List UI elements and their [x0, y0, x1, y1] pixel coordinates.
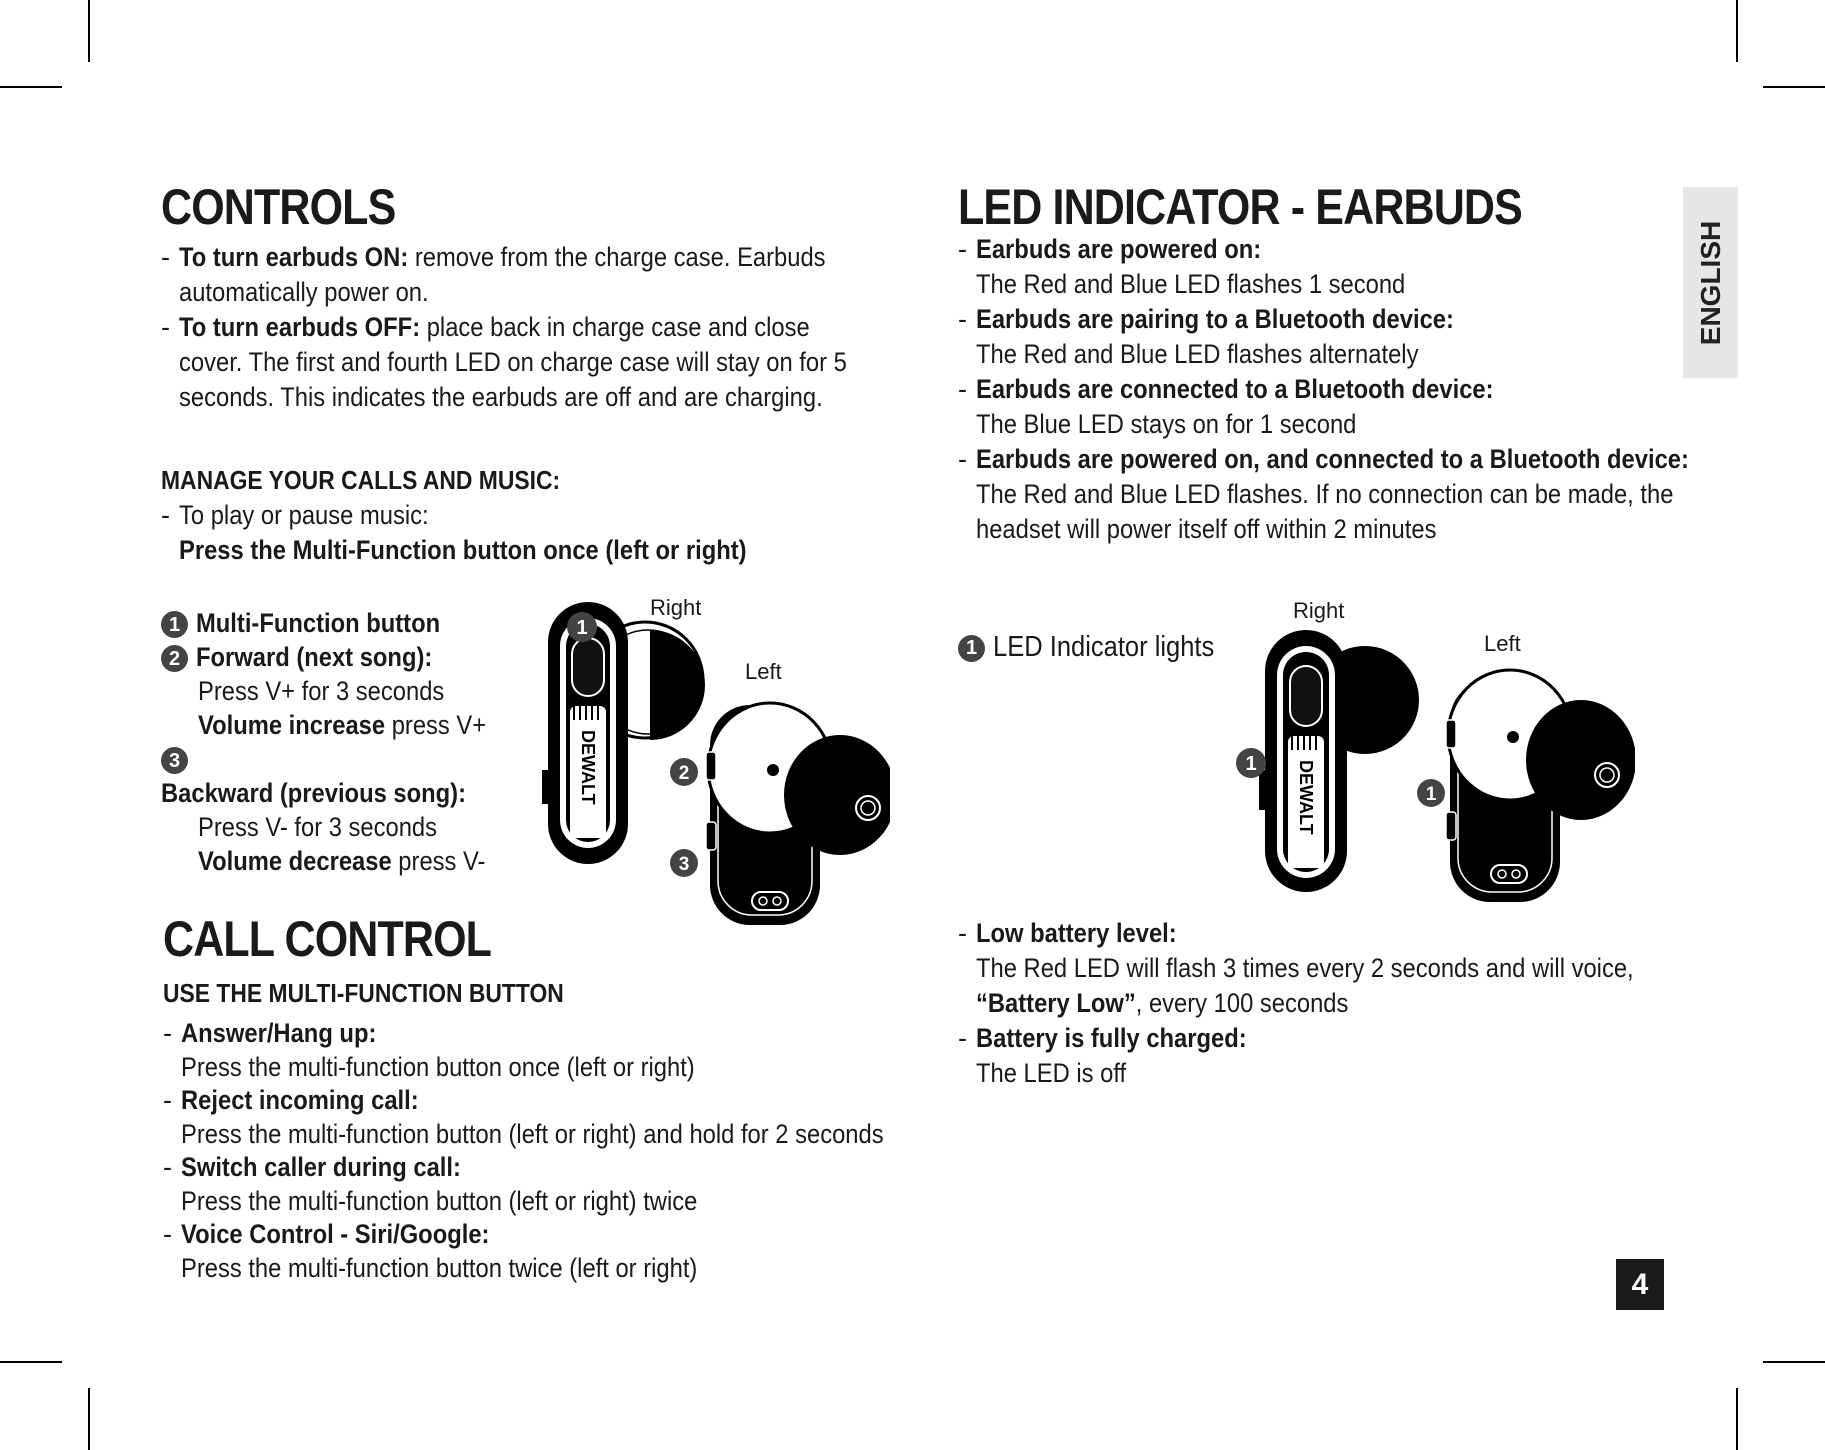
- crop-mark: [0, 1361, 62, 1363]
- item-bold: Volume increase: [198, 710, 386, 740]
- right-label: Right: [1293, 598, 1345, 623]
- item-text: Press the multi-function button (left or right) and hold for 2 seconds: [181, 1118, 884, 1149]
- numbered-list: [161, 606, 541, 878]
- item-text: place back in charge case and close: [420, 312, 810, 342]
- list-item: - Earbuds are connected to a Bluetooth device: The Blue LED stays on for 1 second: [958, 372, 1678, 442]
- crop-mark: [1763, 1361, 1825, 1363]
- item-text: remove from the charge case. Earbuds: [408, 242, 826, 272]
- crop-mark: [1736, 0, 1738, 62]
- list-item: - To play or pause music: Press the Multi-Function button once (left or right): [161, 498, 941, 568]
- list-item: - Low battery level: The Red LED will flash 3 times every 2 seconds and will voice, “Battery Low”, every 100 seconds: [958, 918, 1634, 1018]
- list-item: - Switch caller during call: Press the multi-function button (left or right) twice: [163, 1151, 953, 1218]
- item-bold: Answer/Hang up:: [181, 1018, 377, 1048]
- callout-badge: 1: [161, 611, 188, 638]
- item-bold: Forward (next song):: [196, 642, 433, 672]
- callout-number: 2: [678, 763, 690, 784]
- item-text: Press V+ for 3 seconds: [198, 676, 445, 706]
- left-label: Left: [745, 659, 782, 684]
- brand-logo: DEWALT: [578, 730, 598, 805]
- item-bold: Earbuds are pairing to a Bluetooth device:: [976, 304, 1454, 334]
- callout-number: 3: [678, 854, 690, 875]
- item-bold: Earbuds are connected to a Bluetooth device:: [976, 374, 1494, 404]
- item-text: Press the multi-function button twice (left or right): [181, 1252, 698, 1283]
- language-tab: [1683, 187, 1738, 378]
- call-control-section: [163, 910, 953, 1285]
- list-item: - Earbuds are powered on, and connected to a Bluetooth device: The Red and Blue LED flashes. If no connection can be made, the headset will power itself off within 2 minutes: [958, 442, 1678, 547]
- list-item: - To turn earbuds OFF: place back in charge case and close cover. The first and fourth LED on charge case will stay on for 5 seconds. This indicates the earbuds are off and are charging.: [161, 310, 941, 415]
- callout-number: 1: [1245, 753, 1257, 775]
- numbered-item-1: [161, 606, 541, 640]
- led-indicator-legend: [958, 630, 1244, 665]
- item-bold: Earbuds are powered on:: [976, 234, 1262, 264]
- manage-title: MANAGE YOUR CALLS AND MUSIC:: [161, 465, 561, 495]
- callout-badge: 3: [161, 747, 188, 774]
- item-text: automatically power on.: [179, 277, 429, 307]
- item-text: The Red and Blue LED flashes 1 second: [976, 269, 1406, 299]
- item-bold: “Battery Low”: [976, 988, 1136, 1018]
- led-section: [958, 178, 1689, 547]
- item-text: press V-: [391, 846, 486, 876]
- earbuds-controls-illustration: [530, 590, 890, 940]
- manage-section: [161, 465, 941, 568]
- right-label: Right: [650, 595, 702, 620]
- crop-mark: [1763, 86, 1825, 88]
- item-text: The LED is off: [976, 1058, 1127, 1088]
- item-bold: Earbuds are powered on, and connected to a Bluetooth device:: [976, 444, 1689, 474]
- crop-mark: [0, 86, 62, 88]
- item-text: The Red and Blue LED flashes alternately: [976, 339, 1419, 369]
- crop-mark: [88, 1388, 90, 1450]
- list-item: - To turn earbuds ON: remove from the charge case. Earbuds automatically power on.: [161, 240, 941, 310]
- crop-mark: [88, 0, 90, 62]
- item-text: press V+: [385, 710, 487, 740]
- led-title: LED INDICATOR - EARBUDS: [958, 179, 1522, 235]
- item-text: Press the multi-function button once (left or right): [181, 1051, 695, 1082]
- item-bold: Voice Control - Siri/Google:: [181, 1219, 490, 1249]
- left-label: Left: [1484, 631, 1521, 656]
- list-item: - Reject incoming call: Press the multi-function button (left or right) and hold for 2 seconds: [163, 1084, 953, 1151]
- numbered-item-3: [161, 742, 541, 810]
- item-text: headset will power itself off within 2 minutes: [976, 514, 1437, 544]
- item-bold: Reject incoming call:: [181, 1085, 419, 1115]
- list-item: - Answer/Hang up: Press the multi-function button once (left or right): [163, 1017, 953, 1084]
- battery-section: [958, 916, 1678, 1091]
- item-bold: Low battery level:: [976, 918, 1177, 948]
- numbered-item-2: [161, 640, 541, 674]
- item-bold: Press the Multi-Function button once (left or right): [179, 535, 747, 565]
- list-item: - Earbuds are pairing to a Bluetooth device: The Red and Blue LED flashes alternately: [958, 302, 1678, 372]
- item-bold: Battery is fully charged:: [976, 1023, 1247, 1053]
- item-bold: Multi-Function button: [196, 608, 441, 638]
- list-item: - Battery is fully charged: The LED is off: [958, 1021, 1678, 1091]
- call-control-subtitle: USE THE MULTI-FUNCTION BUTTON: [163, 978, 564, 1008]
- callout-number: 1: [576, 617, 588, 639]
- item-bold: To turn earbuds ON:: [179, 242, 409, 272]
- right-earbud: [1259, 630, 1419, 892]
- language-tab-label: ENGLISH: [1694, 220, 1726, 345]
- right-earbud: [542, 602, 705, 864]
- item-bold: Switch caller during call:: [181, 1152, 461, 1182]
- item-text: The Red LED will flash 3 times every 2 seconds and will voice,: [976, 953, 1634, 983]
- item-text: LED Indicator lights: [993, 631, 1215, 663]
- item-text: To play or pause music:: [179, 500, 429, 530]
- crop-mark: [1736, 1388, 1738, 1450]
- item-bold: Volume decrease: [198, 846, 392, 876]
- page-number: 4: [1616, 1259, 1664, 1310]
- brand-logo: DEWALT: [1296, 760, 1316, 835]
- item-text: Press the multi-function button (left or right) twice: [181, 1185, 698, 1216]
- callout-badge: 1: [958, 635, 985, 662]
- list-item: - Earbuds are powered on: The Red and Blue LED flashes 1 second: [958, 232, 1678, 302]
- item-text: , every 100 seconds: [1135, 988, 1349, 1018]
- left-earbud: [1446, 670, 1635, 902]
- item-text: The Blue LED stays on for 1 second: [976, 409, 1357, 439]
- callout-badge: 2: [161, 645, 188, 672]
- controls-section: [161, 178, 941, 415]
- item-text: seconds. This indicates the earbuds are off and are charging.: [179, 382, 823, 412]
- item-text: The Red and Blue LED flashes. If no connection can be made, the: [976, 479, 1674, 509]
- item-text: cover. The first and fourth LED on charge case will stay on for 5: [179, 347, 847, 377]
- call-control-title: CALL CONTROL: [163, 911, 492, 967]
- earbuds-led-illustration: [1225, 620, 1635, 910]
- list-item: - Voice Control - Siri/Google: Press the multi-function button twice (left or right): [163, 1218, 953, 1285]
- item-text: Press V- for 3 seconds: [198, 812, 438, 842]
- callout-number: 1: [1425, 784, 1437, 805]
- item-bold: Backward (previous song):: [161, 778, 466, 808]
- left-earbud: [706, 703, 890, 925]
- item-bold: To turn earbuds OFF:: [179, 312, 421, 342]
- controls-title: CONTROLS: [161, 179, 396, 235]
